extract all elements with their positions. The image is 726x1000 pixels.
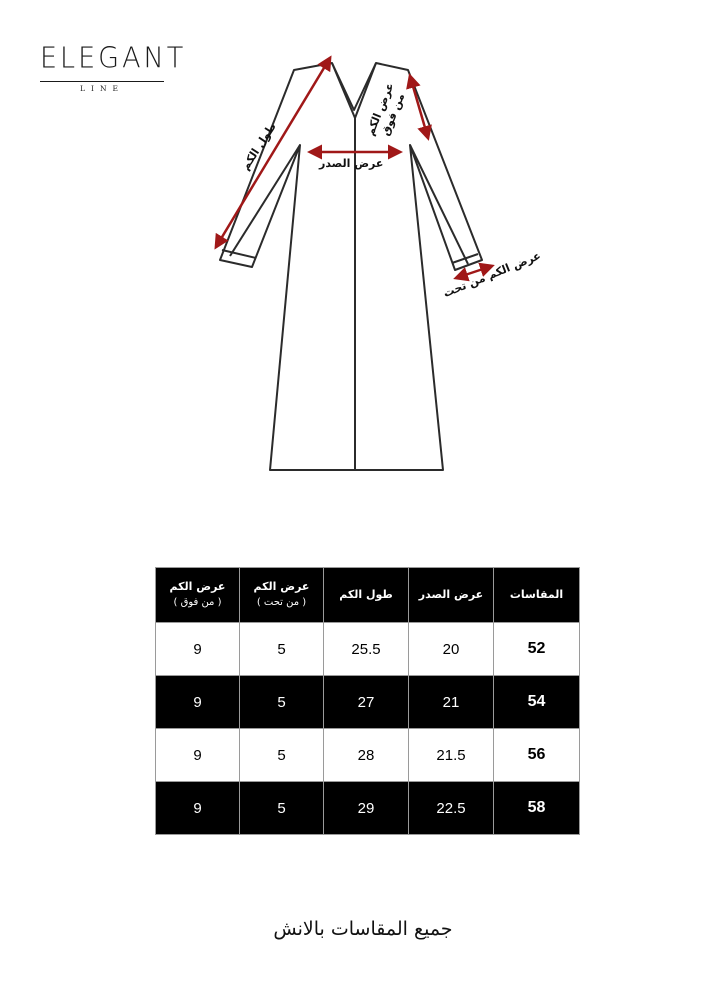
cell-chest: 21.5	[409, 729, 494, 782]
cell-sleeve-length: 29	[324, 782, 409, 835]
header-sleeve-top: عرض الكم ( من فوق )	[156, 568, 240, 623]
size-table	[155, 567, 580, 835]
cell-sleeve-bottom: 5	[240, 729, 324, 782]
label-sleeve-width-top: عرض الكم من فوق	[363, 80, 408, 138]
table-row	[156, 729, 580, 782]
cell-chest: 21	[409, 676, 494, 729]
brand-logo	[40, 42, 187, 98]
cell-sleeve-bottom: 5	[240, 676, 324, 729]
table-row	[156, 676, 580, 729]
header-chest-width: عرض الصدر	[409, 568, 494, 623]
right-cuff-line	[452, 254, 478, 263]
label-sleeve-length: طول الكم	[238, 120, 279, 173]
table-row	[156, 623, 580, 676]
table-row	[156, 782, 580, 835]
garment-outline	[220, 63, 482, 470]
cell-chest: 22.5	[409, 782, 494, 835]
cell-size: 56	[494, 729, 580, 782]
header-sizes: المقاسات	[494, 568, 580, 623]
cell-sleeve-length: 28	[324, 729, 409, 782]
garment-right-sleeve-inner	[410, 145, 468, 264]
header-sleeve-length: طول الكم	[324, 568, 409, 623]
cell-size: 58	[494, 782, 580, 835]
cell-sleeve-length: 25.5	[324, 623, 409, 676]
cell-sleeve-bottom: 5	[240, 782, 324, 835]
cell-chest: 20	[409, 623, 494, 676]
sleeve-top-arrow	[410, 76, 428, 138]
cell-size: 52	[494, 623, 580, 676]
left-cuff-line	[222, 250, 256, 258]
logo-rule	[40, 81, 164, 82]
cell-sleeve-top: 9	[156, 676, 240, 729]
cell-sleeve-length: 27	[324, 676, 409, 729]
units-note: جميع المقاسات بالانش	[273, 918, 453, 940]
header-sleeve-bottom: عرض الكم ( من تحت )	[240, 568, 324, 623]
cell-sleeve-top: 9	[156, 729, 240, 782]
brand-name: ELEGANT	[40, 42, 187, 75]
label-sleeve-width-bottom: عرض الكم من تحت	[441, 248, 543, 301]
cell-sleeve-top: 9	[156, 623, 240, 676]
table-header-row	[156, 568, 580, 623]
brand-tagline: LINE	[80, 84, 124, 93]
cell-sleeve-bottom: 5	[240, 623, 324, 676]
cell-size: 54	[494, 676, 580, 729]
label-chest-width: عرض الصدر	[319, 157, 384, 170]
cell-sleeve-top: 9	[156, 782, 240, 835]
